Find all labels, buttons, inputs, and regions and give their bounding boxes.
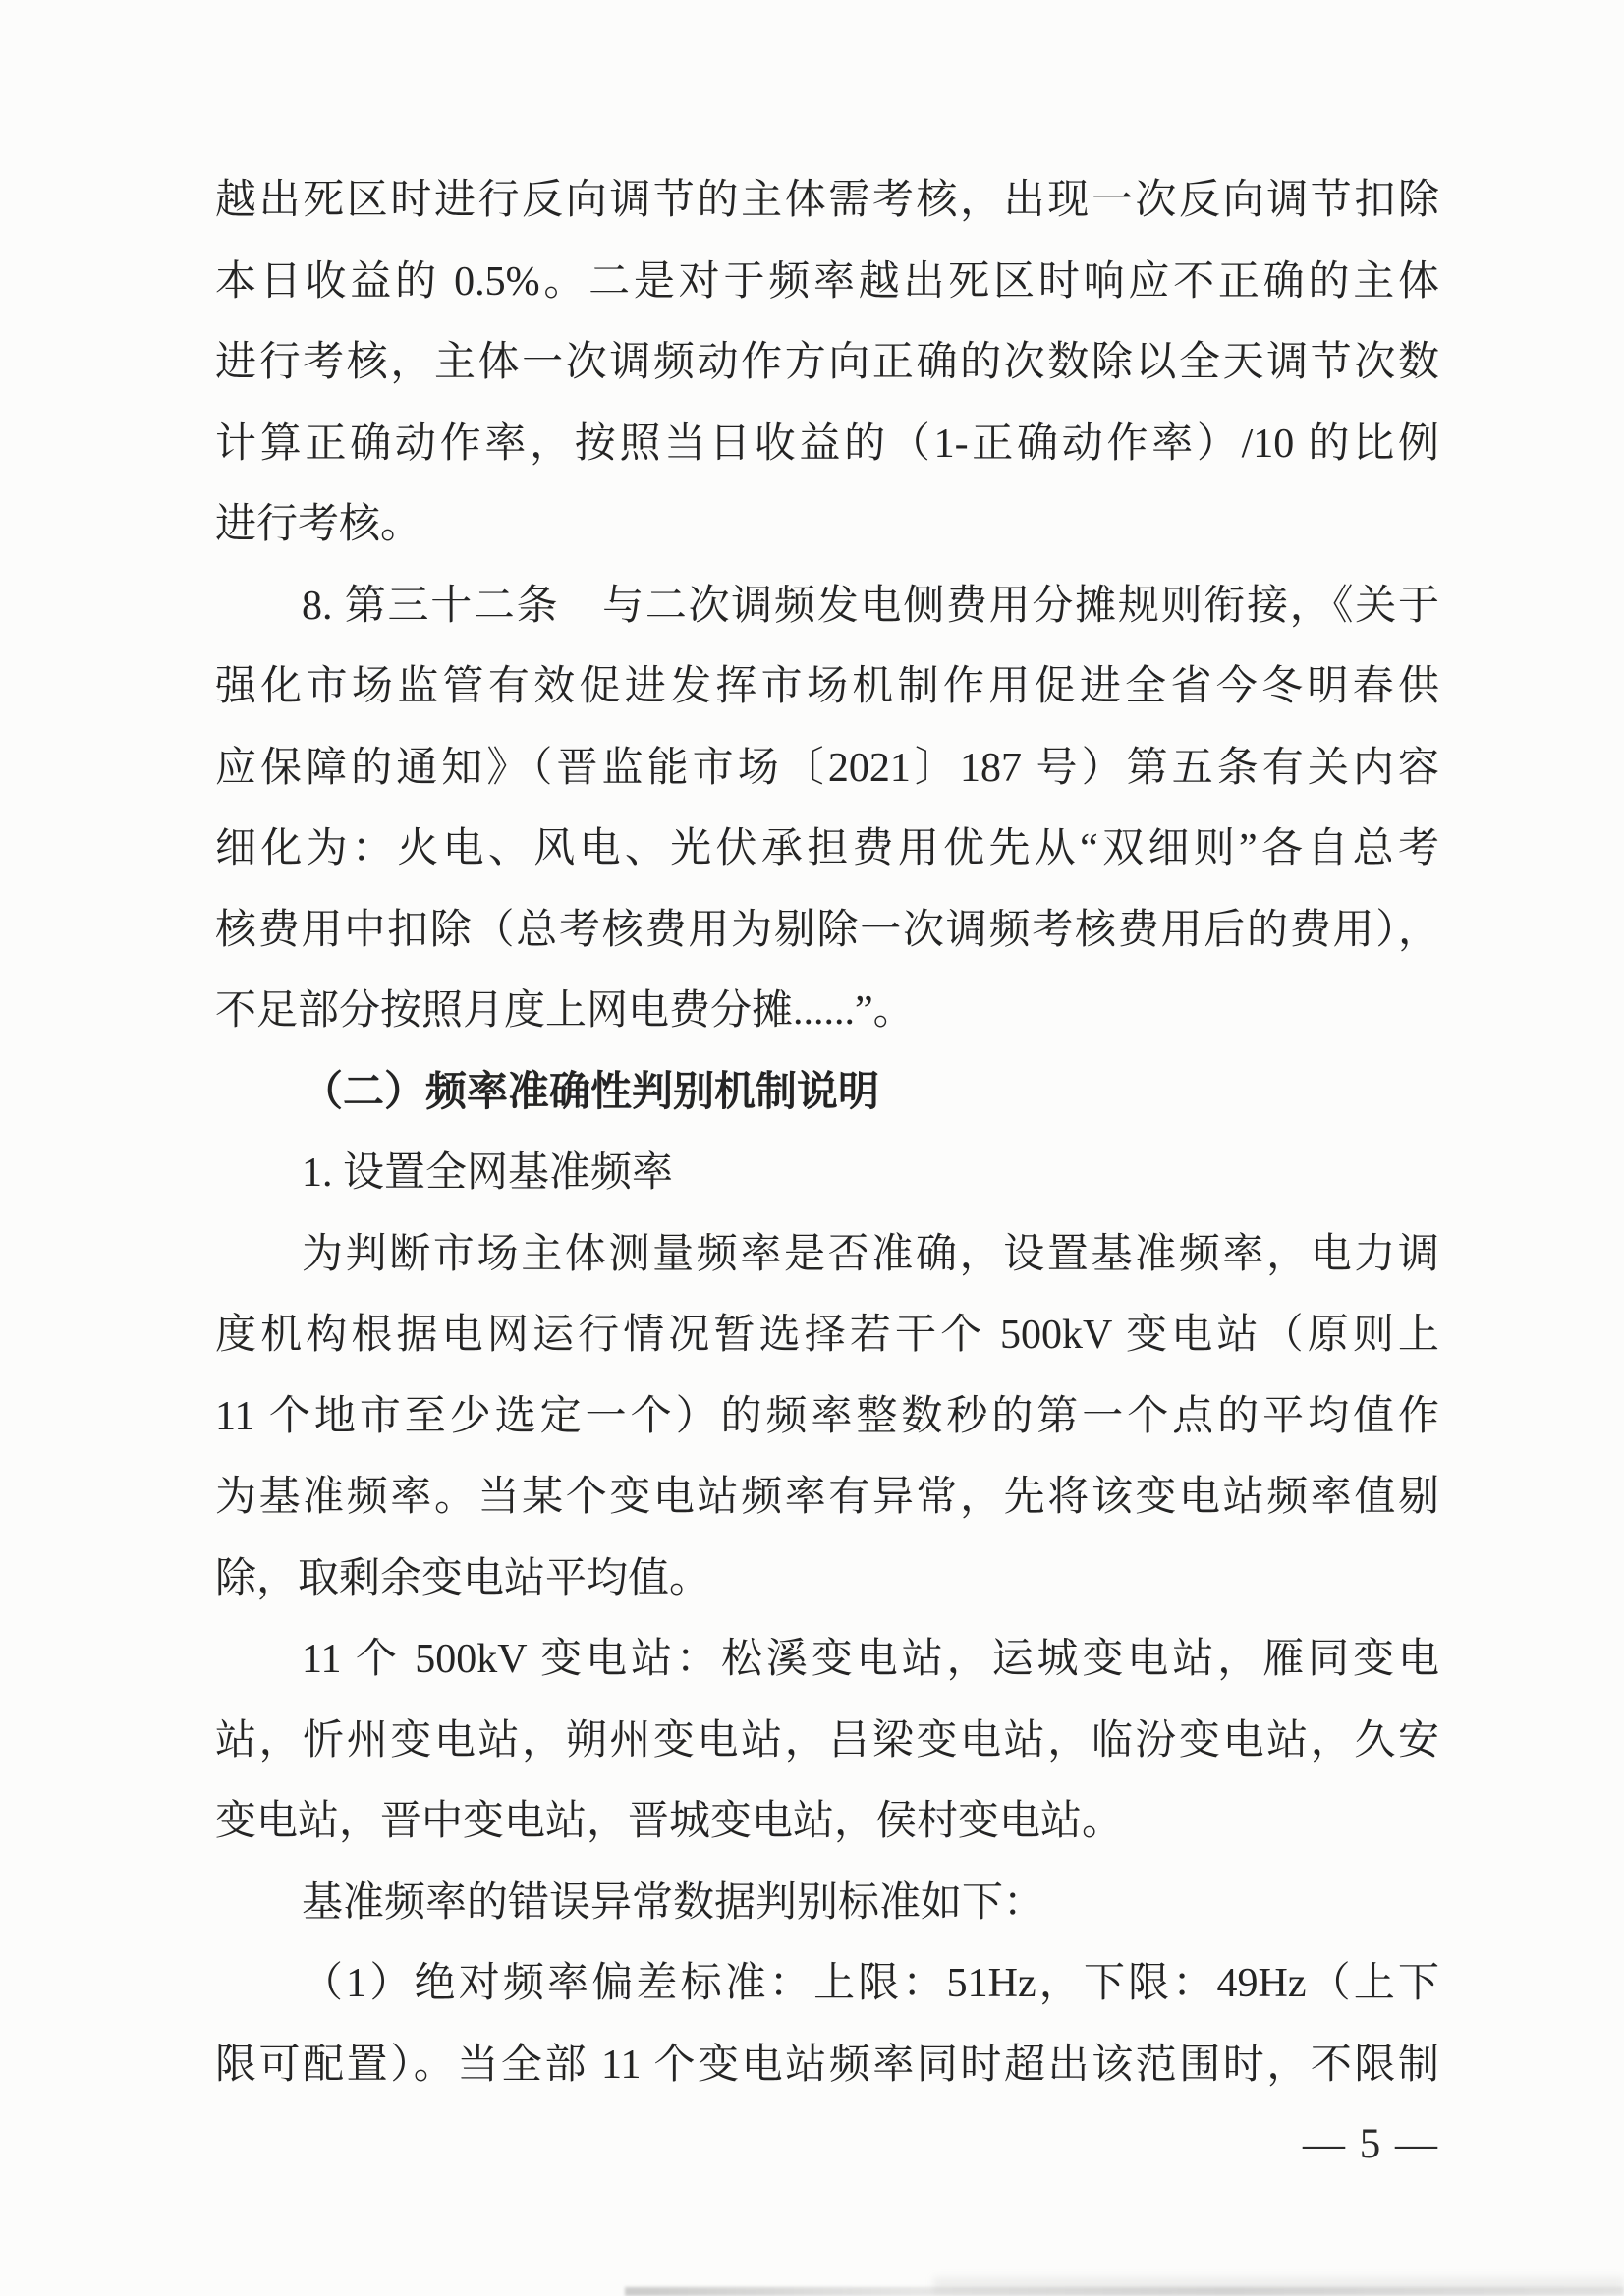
text-line: 基准频率的错误异常数据判别标准如下： bbox=[302, 1879, 1045, 1926]
text-line: 进行考核，主体一次调频动作方向正确的次数除以全天调节次数 bbox=[215, 340, 1439, 385]
text-line: 站，忻州变电站，朔州变电站，吕梁变电站，临汾变电站，久安 bbox=[215, 1717, 1439, 1764]
text-line: 为基准频率。当某个变电站频率有异常，先将该变电站频率值剔 bbox=[215, 1475, 1439, 1520]
text-line: （二）频率准确性判别机制说明 bbox=[302, 1069, 880, 1115]
text-line: 11 个地市至少选定一个）的频率整数秒的第一个点的平均值作 bbox=[215, 1393, 1439, 1439]
text-block bbox=[215, 160, 1439, 2105]
text-line: 计算正确动作率，按照当日收益的（1-正确动作率）/10 的比例 bbox=[215, 420, 1439, 467]
text-line: 进行考核。 bbox=[215, 502, 422, 547]
text-line: 8. 第三十二条 与二次调频发电侧费用分摊规则衔接，《关于 bbox=[302, 583, 1439, 629]
text-line: 除，取剩余变电站平均值。 bbox=[215, 1555, 711, 1601]
text-line: 限可配置）。当全部 11 个变电站频率同时超出该范围时，不限制 bbox=[215, 2042, 1439, 2088]
text-line: 变电站，晋中变电站，晋城变电站，侯村变电站。 bbox=[215, 1799, 1124, 1844]
text-line: 度机构根据电网运行情况暂选择若干个 500kV 变电站（原则上 bbox=[215, 1313, 1439, 1358]
page-number: — 5 — bbox=[1303, 2121, 1439, 2167]
text-line: （1）绝对频率偏差标准：上限：51Hz，下限：49Hz（上下 bbox=[302, 1961, 1439, 2006]
text-line: 本日收益的 0.5%。二是对于频率越出死区时响应不正确的主体 bbox=[215, 258, 1439, 305]
text-line: 应保障的通知》（晋监能市场〔2021〕187 号）第五条有关内容 bbox=[215, 745, 1439, 791]
text-line: 核费用中扣除（总考核费用为剔除一次调频考核费用后的费用）， bbox=[215, 907, 1439, 953]
text-line: 不足部分按照月度上网电费分摊......”。 bbox=[215, 988, 915, 1034]
text-line: 强化市场监管有效促进发挥市场机制作用促进全省今冬明春供 bbox=[215, 664, 1439, 709]
text-line: 11 个 500kV 变电站：松溪变电站，运城变电站，雁同变电 bbox=[302, 1637, 1439, 1682]
text-line: 越出死区时进行反向调节的主体需考核，出现一次反向调节扣除 bbox=[215, 178, 1439, 223]
text-line: 1. 设置全网基准频率 bbox=[302, 1150, 674, 1196]
text-line: 细化为：火电、风电、光伏承担费用优先从“双细则”各自总考 bbox=[215, 826, 1439, 871]
text-line: 为判断市场主体测量频率是否准确，设置基准频率，电力调 bbox=[302, 1231, 1439, 1277]
scan-artifact-band bbox=[625, 2287, 1624, 2296]
